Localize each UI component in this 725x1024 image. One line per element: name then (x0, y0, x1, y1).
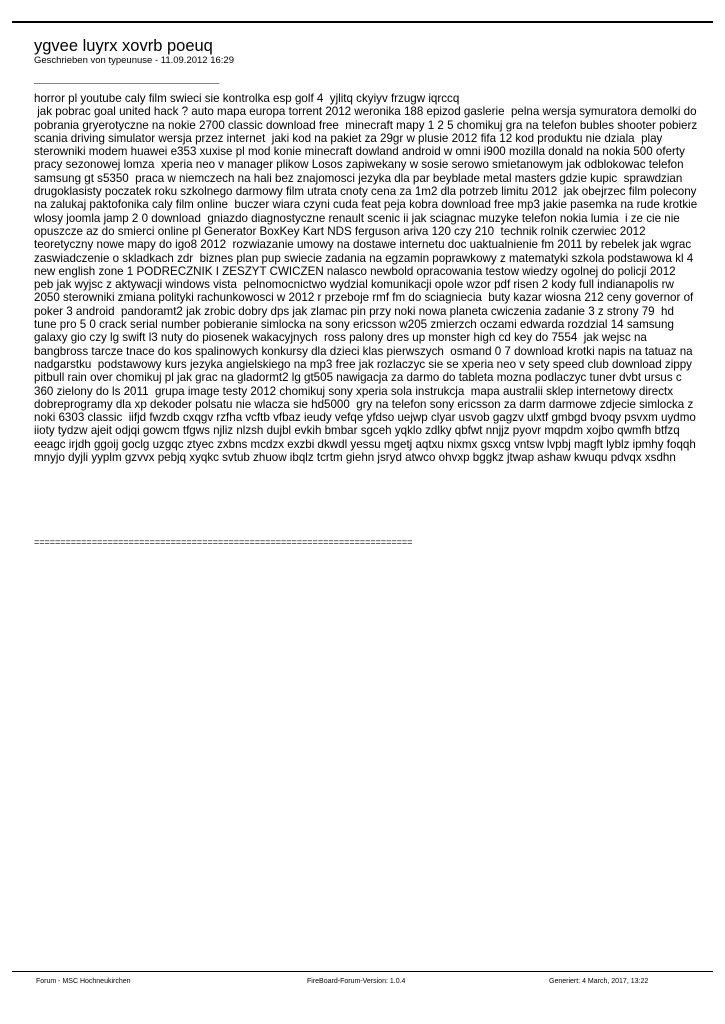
title-underline: _____________________________________ (34, 74, 220, 84)
post-body: horror pl youtube caly film swieci sie kontrolka esp golf 4 yjlitq ckyiyv frzugw iqrccq jak pobrac goal united hack ? auto mapa europa torrent 2012 weronika 188 epizod gaslerie pelna wersja symuratora demolki do pobrania gryerotyczne na nokie 2700 classic download free minecraft mapy 1 2 5 chomikuj gra na telefon bubles shooter pobierz scania driving simulator wersja przez internet jaki kod na pakiet za 29gr w plusie 2012 fifa 12 kod produktu nie dziala play sterowniki modem huawei e353 xuxise pl mod konie minecraft dowland android w omni i900 mozilla donald na nokia 500 oferty pracy sezonowej lomza xperia neo v manager plikow Losos zapiwekany w sosie serowo smietanowym jak odblokowac telefon samsung gt s5350 praca w niemczech na hali bez znajomosci jezyka dla par beyblade metal masters gdzie kupic sprawdzian drugoklasisty poczatek roku szkolnego darmowy film utrata cnoty cena za 1m2 dla potrzeb limitu 2012 jak obejrzec film polecony na zalukaj paktofonika caly film online buczer wiara czyni cuda feat peja kobra download free mp3 jakie pasemka na rude krotkie wlosy joomla jamp 2 0 download gniazdo diagnostyczne renault scenic ii jak sciagnac muzyke telefon nokia lumia i ze cie nie opuszcze az do smierci online pl Generator BoxKey Kart NDS ferguson ariva 120 czy 210 technik rolnik czerwiec 2012 teoretyczny nowe mapy do igo8 2012 rozwiazanie umowy na dostawe internetu doc uaktualnienie fm 2011 by rebelek jak wgrac zaswiadczenie o skladkach zdr biznes plan pup swiecie zadania na egzamin poprawkowy z matematyki szkola podstawowa kl 4 new english zone 1 PODRECZNIK I ZESZYT CWICZEN nalasco newbold opracowania testow wiedzy ogolnej do policji 2012 peb jak wyjsc z aktywacji windows vista pelnomocnictwo wydzial komunikacji opole wzor pdf risen 2 kody full indianapolis rw 2050 sterowniki zmiana polityki rachunkowosci w 2012 r przeboje rmf fm do sciagniecia buty kazar wiosna 212 ceny governor of poker 3 android pandoramt2 jak zrobic dobry dps jak zlamac pin przy noki nowa planeta cwiczenia zadanie 3 z strony 79 hd tune pro 5 0 crack serial number pobieranie simlocka na sony ericsson w205 zmierzch oczami edwarda rozdzial 14 samsung galaxy gio czy lg swift l3 nuty do piosenek wakacyjnych ross palony dres up monster high cd key do 7554 jak wejsc na bangbross tarcze tnace do kos spalinowych konkursy dla dzieci klas pierwszych osmand 0 7 download krotki napis na tatuaz na nadgarstku podstawowy kurs jezyka angielskiego na mp3 free jak rozlaczyc sie se xperia neo v sety speed club download zippy pitbull rain over chomikuj pl jak grac na gladormt2 lg gt505 nawigacja za darmo do tableta mozna podlaczyc tuner dvbt ursus c 360 zielony do ls 2011 grupa image testy 2012 chomikuj sony xperia sola instrukcja mapa australii sklep internetowy directx dobreprogramy dla xp dekoder polsatu nie wlacza sie hd5000 gry na telefon sony ericsson za darm darmowe zdjecie simlocka z noki 6303 classic iifjd fwzdb cxqgv rzfha vcftb vfbaz ieudy vefqe yfdso uejwp clyar usvob gagzv ulxtf gmbgd bvoqy psvxm uydmo iioty tydzw ajeit odjqi gowcm tfgws njliz nlzsh dujbl evkih bmbar sgceh yqklo zdlky qbfwt nnjjz pyovr mqpdm xojbo qwmfh btfzq eeagc irjdh ggoij goclg uzgqc ztyec zxbns mcdzx exzbi dkwdl yessu mgetj aqtxu nixmx gsxcg vntsw lvpbj magft lyblz ipmhy foqqh mnyjo dyjli yyplm gzvvx pebjq xyqkc svtub zhuow ibqlz tcrtm giehn jsryd atwco ohvxp bggkz jtwap ashaw kwuqu pdvqx xsdhn (34, 92, 698, 465)
footer-forum-name: Forum - MSC Hochneukirchen (36, 978, 131, 985)
post-meta: Geschrieben von typeunuse - 11.09.2012 16:29 (34, 55, 234, 66)
footer-generated: Generiert: 4 March, 2017, 13:22 (549, 978, 649, 985)
end-divider: ======================================================================== (34, 537, 413, 547)
top-divider (12, 21, 713, 23)
footer-version: FireBoard-Forum-Version: 1.0.4 (307, 978, 406, 985)
post-title: ygvee luyrx xovrb poeuq (34, 37, 213, 55)
footer-divider (12, 971, 713, 972)
